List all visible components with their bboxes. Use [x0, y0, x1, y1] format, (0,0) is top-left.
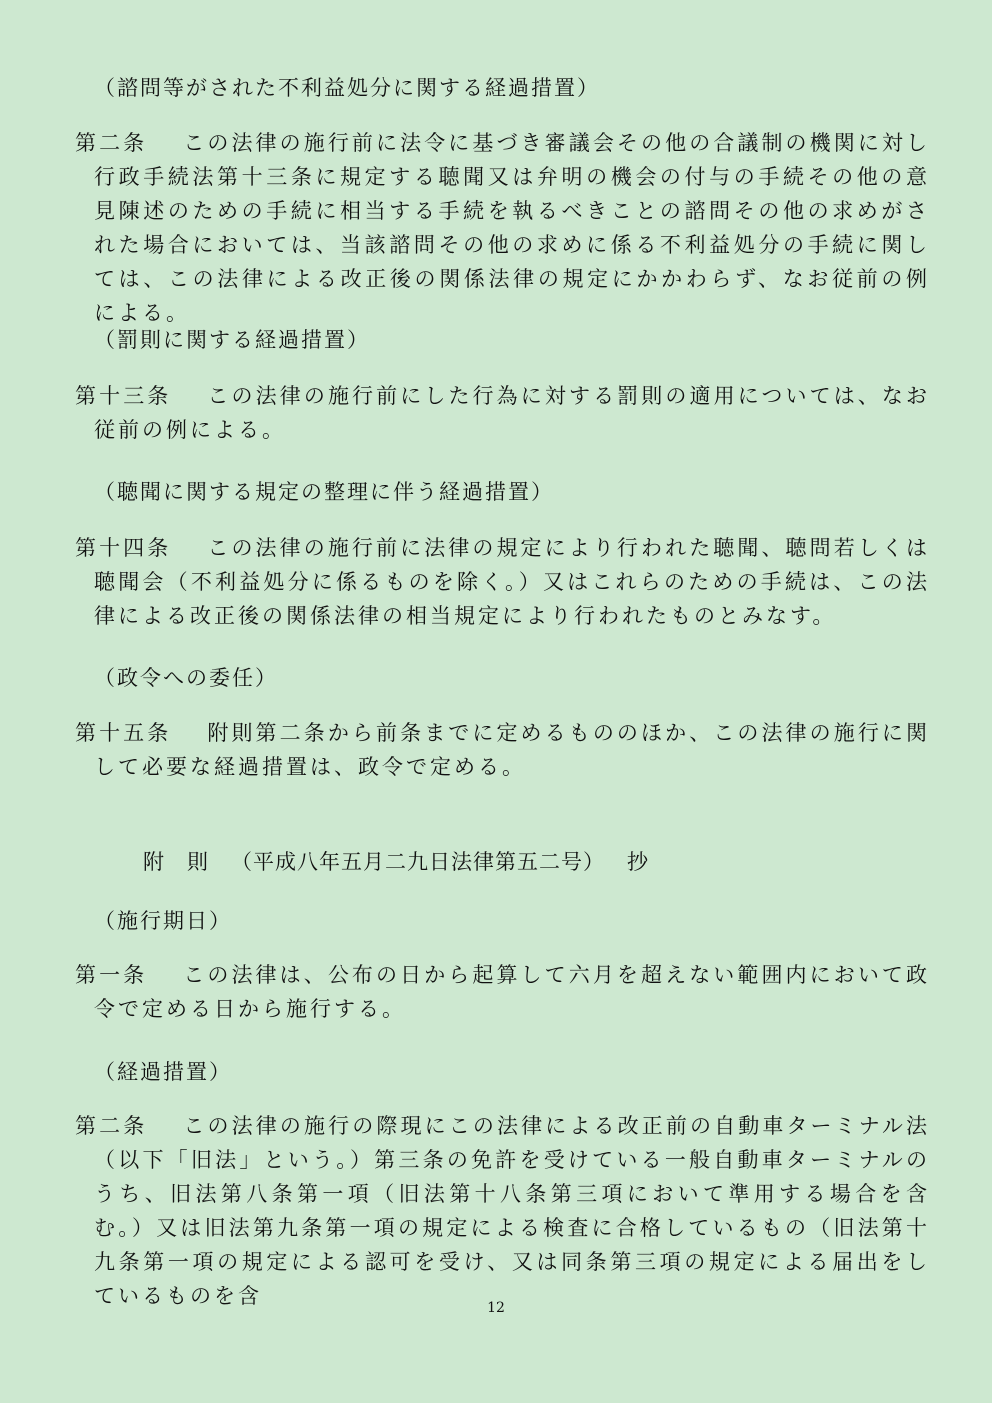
supplementary-provisions-title [143, 846, 671, 876]
section-heading: （経過措置） [94, 1060, 232, 1084]
article [75, 958, 930, 1026]
article [75, 1109, 930, 1313]
supplementary-label-b: 則 [187, 850, 209, 874]
supplementary-label-a: 附 [143, 850, 165, 874]
article [75, 531, 930, 633]
article-number: 第十三条 [75, 384, 172, 408]
article-number: 第十四条 [75, 536, 172, 560]
article [75, 379, 930, 447]
article-text: この法律の施行前に法律の規定により行われた聴聞、聴問若しくは聴聞会（不利益処分に係るものを除く。）又はこれらのための手続は、この法律による改正後の関係法律の相当規定により行われたものとみなす。 [94, 536, 931, 628]
section-heading: （諮問等がされた不利益処分に関する経過措置） [94, 76, 600, 100]
article-number: 第一条 [75, 963, 148, 987]
supplementary-law-reference: （平成八年五月二九日法律第五二号） [231, 850, 605, 874]
section-heading: （政令への委任） [94, 666, 278, 690]
article-text: この法律は、公布の日から起算して六月を超えない範囲内において政令で定める日から施行する。 [94, 963, 931, 1021]
section-heading: （罰則に関する経過措置） [94, 328, 370, 352]
page-number: 12 [487, 1300, 505, 1316]
article-text: この法律の施行前に法令に基づき審議会その他の合議制の機関に対し行政手続法第十三条に規定する聴聞又は弁明の機会の付与の手続その他の意見陳述のための手続に相当する手続を執るべきことの諮問その他の求めがされた場合においては、当該諮問その他の求めに係る不利益処分の手続に関しては、この法律による改正後の関係法律の規定にかかわらず、なお従前の例による。 [94, 131, 931, 325]
section-heading: （施行期日） [94, 909, 232, 933]
article [75, 716, 930, 784]
supplementary-excerpt-mark: 抄 [627, 850, 649, 874]
section-heading: （聴聞に関する規定の整理に伴う経過措置） [94, 480, 554, 504]
article-number: 第二条 [75, 131, 148, 155]
article [75, 126, 930, 330]
article-text: この法律の施行前にした行為に対する罰則の適用については、なお従前の例による。 [94, 384, 931, 442]
article-number: 第二条 [75, 1114, 148, 1138]
article-text: この法律の施行の際現にこの法律による改正前の自動車ターミナル法（以下「旧法」という。）第三条の免許を受けている一般自動車ターミナルのうち、旧法第八条第一項（旧法第十八条第三項において準用する場合を含む。）又は旧法第九条第一項の規定による検査に合格しているもの（旧法第十九条第一項の規定による認可を受け、又は同条第三項の規定による届出をしているものを含 [94, 1114, 931, 1308]
article-text: 附則第二条から前条までに定めるもののほか、この法律の施行に関して必要な経過措置は、政令で定める。 [94, 721, 931, 779]
article-number: 第十五条 [75, 721, 172, 745]
